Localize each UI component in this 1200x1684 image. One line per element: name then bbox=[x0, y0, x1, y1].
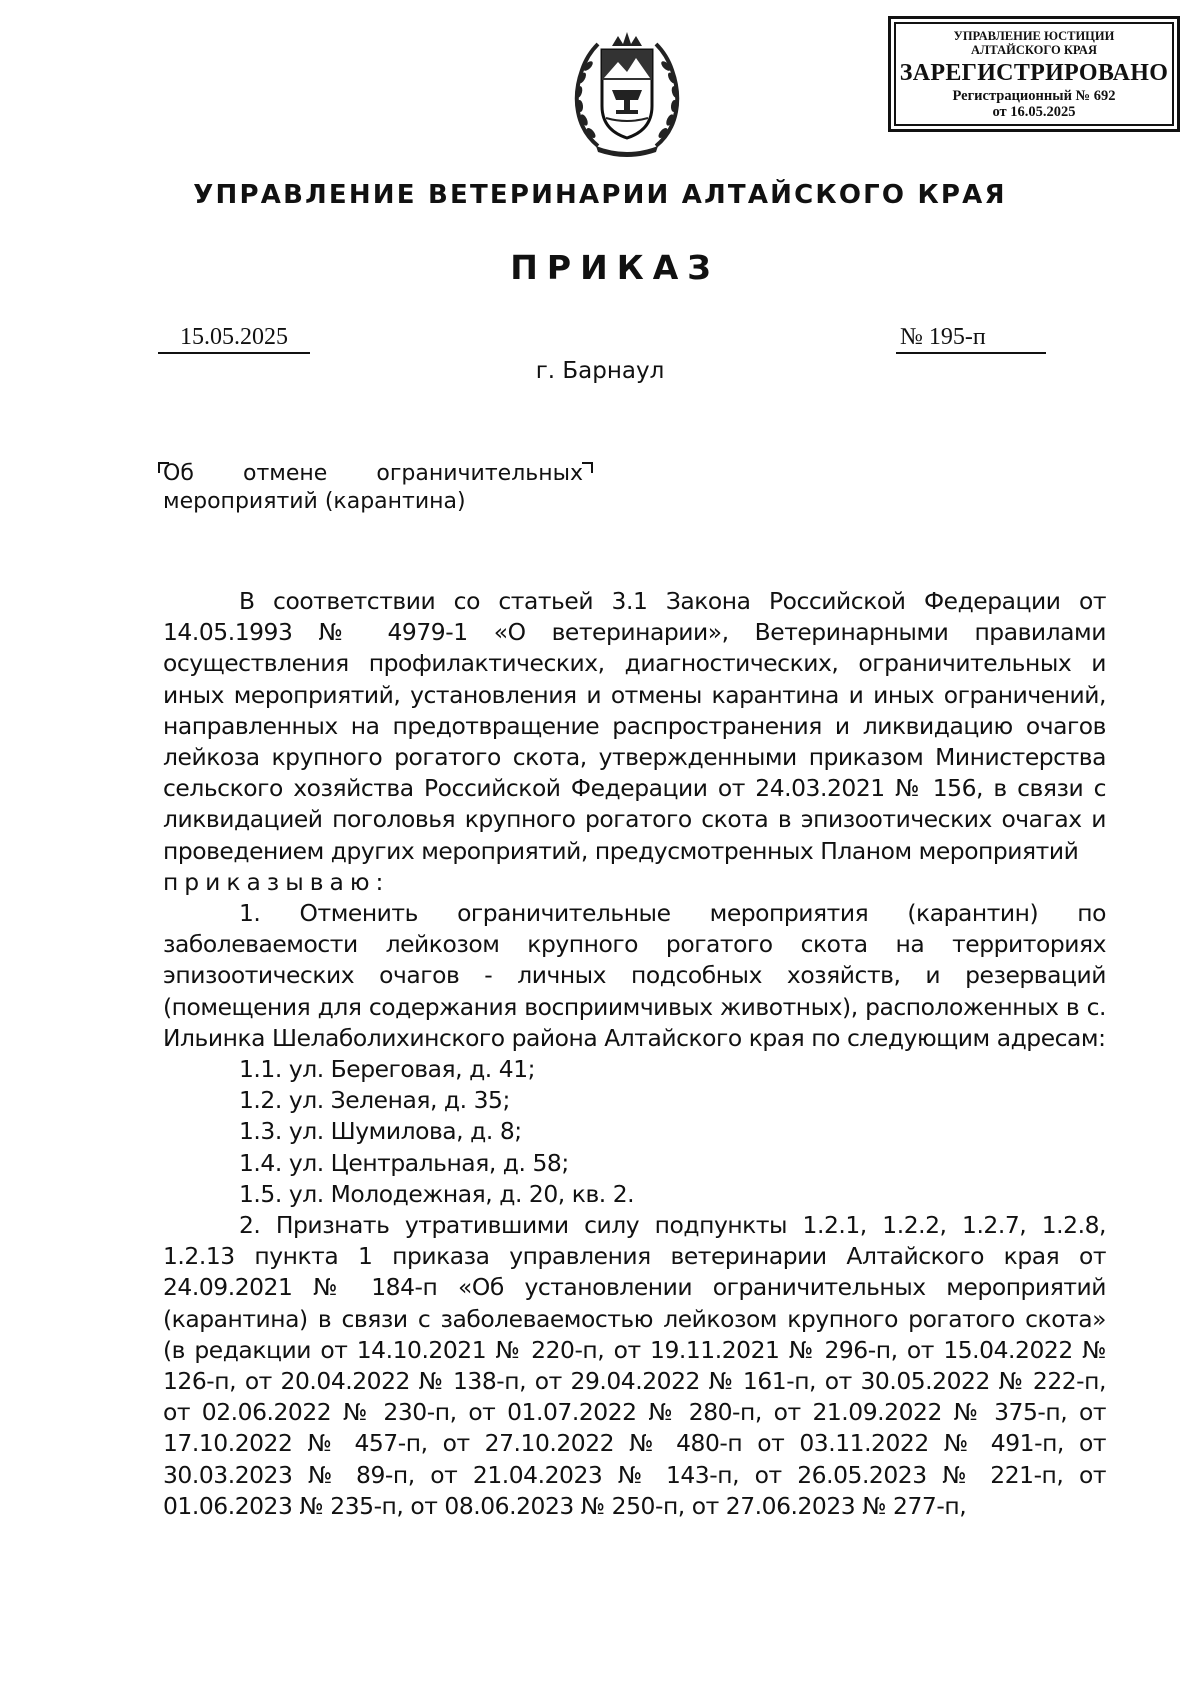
preamble-paragraph: В соответствии со статьей 3.1 Закона Российской Федерации от 14.05.1993 № 4979-1 «О ветеринарии», Ветеринарными правилами осуществления профилактических, диагностических, ограничительных и иных мероприятий, установления и отмены карантина и иных ограничений, направленных на предотвращение распространения и ликвидацию очагов лейкоза крупного рогатого скота, утвержденными приказом Министерства сельского хозяйства Российской Федерации от 24.03.2021 № 156, в связи с ликвидацией поголовья крупного рогатого скота в эпизоотических очагах и проведением других мероприятий, предусмотренных Планом мероприятий bbox=[163, 587, 1106, 865]
document-type: ПРИКАЗ bbox=[510, 248, 720, 287]
subject-word: ограничительных bbox=[376, 461, 583, 486]
subject-line-1 bbox=[163, 460, 583, 488]
document-date: 15.05.2025 bbox=[158, 322, 310, 354]
address-item: 1.2. ул. Зеленая, д. 35; bbox=[239, 1086, 510, 1115]
point-2-paragraph: 2. Признать утратившими силу подпункты 1.2.1, 1.2.2, 1.2.7, 1.2.8, 1.2.13 пункта 1 приказа управления ветеринарии Алтайского края от 24.09.2021 № 184-п «Об установлении ограничительных мероприятий (карантина) в связи с заболеваемостью лейкозом крупного рогатого скота» (в редакции от 14.10.2021 № 220-п, от 19.11.2021 № 296-п, от 15.04.2022 № 126-п, от 20.04.2022 № 138-п, от 29.04.2022 № 161-п, от 30.05.2022 № 222-п, от 02.06.2022 № 230-п, от 01.07.2022 № 280-п, от 21.09.2022 № 375-п, от 17.10.2022 № 457-п, от 27.10.2022 № 480-п от 03.11.2022 № 491-п, от 30.03.2023 № 89-п, от 21.04.2023 № 143-п, от 26.05.2023 № 221-п, от 01.06.2023 № 235-п, от 08.06.2023 № 250-п, от 27.06.2023 № 277-п, bbox=[163, 1211, 1106, 1520]
address-item: 1.1. ул. Береговая, д. 41; bbox=[239, 1055, 536, 1084]
subject-line-2: мероприятий (карантина) bbox=[163, 489, 466, 514]
address-item: 1.4. ул. Центральная, д. 58; bbox=[239, 1148, 569, 1177]
subject-corner-right bbox=[582, 462, 593, 473]
document-body bbox=[163, 586, 1106, 1522]
registration-stamp bbox=[888, 16, 1180, 132]
point-1-paragraph: 1. Отменить ограничительные мероприятия (карантин) по заболеваемости лейкозом крупного рогатого скота на территориях эпизоотических очагов - личных подсобных хозяйств, и резерваций (помещения для содержания восприимчивых животных), расположенных в с. Ильинка Шелаболихинского района Алтайского края по следующим адресам: bbox=[163, 899, 1106, 1052]
stamp-reg-number: Регистрационный № 692 bbox=[952, 88, 1116, 104]
address-item: 1.5. ул. Молодежная, д. 20, кв. 2. bbox=[239, 1179, 635, 1208]
stamp-reg-date: от 16.05.2025 bbox=[992, 104, 1076, 120]
address-item: 1.3. ул. Шумилова, д. 8; bbox=[239, 1117, 522, 1146]
stamp-status: ЗАРЕГИСТРИРОВАНО bbox=[899, 60, 1169, 86]
subject-corner-left bbox=[158, 462, 169, 473]
stamp-department: УПРАВЛЕНИЕ ЮСТИЦИИ АЛТАЙСКОГО КРАЯ bbox=[953, 29, 1115, 57]
agency-name: УПРАВЛЕНИЕ ВЕТЕРИНАРИИ АЛТАЙСКОГО КРАЯ bbox=[193, 180, 1007, 210]
document-city: г. Барнаул bbox=[535, 358, 665, 384]
document-number: № 195-п bbox=[896, 322, 1046, 354]
subject-word: Об bbox=[163, 461, 194, 486]
subject-word: отмене bbox=[242, 461, 328, 486]
coat-of-arms-icon bbox=[568, 28, 686, 158]
order-word: приказываю: bbox=[163, 867, 390, 896]
document-subject bbox=[163, 460, 583, 516]
